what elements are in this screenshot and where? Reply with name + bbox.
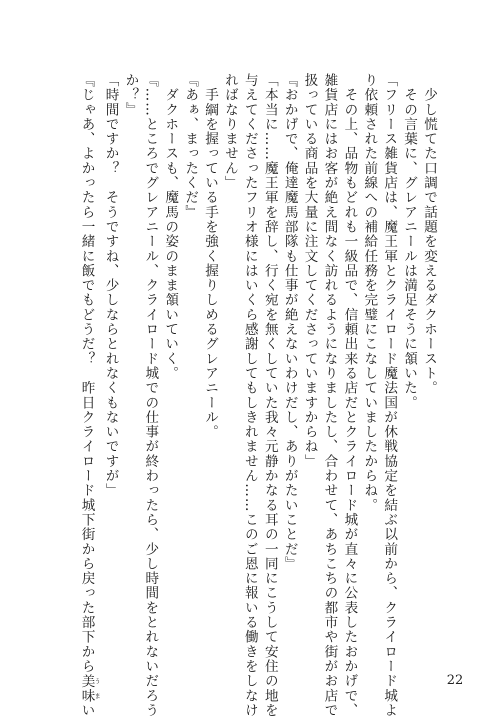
text-line: 『……ところでグレアニール、クライロード城での仕事が終わったら、少し時間をとれないだろう	[142, 73, 159, 718]
text-line: ればなりません」	[221, 73, 238, 191]
text-line: その上、品物もどれも一級品で、信頼出来る店だとクライロード城が直々に公表したおかげで、	[341, 73, 358, 718]
text-line: 「時間ですか？ そうですね、少しならとれなくもないですが」	[102, 73, 119, 498]
text-line: 扱っている商品を大量に注文してくださっていますからね」	[301, 73, 318, 469]
ruby-base: 美味	[78, 673, 95, 703]
text-line-with-ruby	[76, 73, 101, 718]
text-line: ダクホースも、魔馬の姿のまま頷いていく。	[162, 73, 179, 381]
text-line: か？』	[122, 73, 139, 117]
text-line: 「本当に……魔王軍を辞し、行く宛を無くしていた我々元静かなる耳の一同にこうして安住の地を	[261, 73, 278, 718]
ruby-reading: うま	[93, 673, 101, 703]
text-line: 手綱を握っている手を強く握りしめるグレアニール。	[202, 73, 219, 440]
text-line: 『あぁ、まったくだ』	[182, 73, 199, 220]
text-line: 「フリース雑貨店は、魔王軍とクライロード魔法国が休戦協定を結ぶ以前から、クライロード城よ	[381, 73, 398, 718]
ruby-annotation	[78, 673, 101, 703]
text-line: その言葉に、グレアニールは満足そうに頷いた。	[401, 73, 418, 410]
text-line: 雑貨店にはお客が絶え間なく訪れるようになりましたし、合わせて、あちこちの都市や街がお店で	[321, 73, 338, 718]
text-line: 与えてくださったフリオ様にはいくら感謝してもしきれません……このご恩に報いる働きをしなけ	[241, 73, 258, 718]
text-line: 『おかげで、俺達魔馬部隊も仕事が絶えないわけだし、ありがたいことだ』	[281, 73, 298, 572]
text-line: 少し慌てた口調で話題を変えるダクホースト。	[421, 73, 437, 396]
vertical-text-block	[62, 73, 438, 718]
last-line-tail: い	[78, 702, 95, 718]
page-number: 22	[446, 673, 464, 688]
text-line: り依頼された前線への補給任務を完璧にこなしていましたからね。	[361, 73, 378, 513]
last-line-text: 『じゃあ、よかったら一緒に飯でもどうだ？ 昨日クライロード城下街から戻った部下から	[78, 73, 95, 674]
